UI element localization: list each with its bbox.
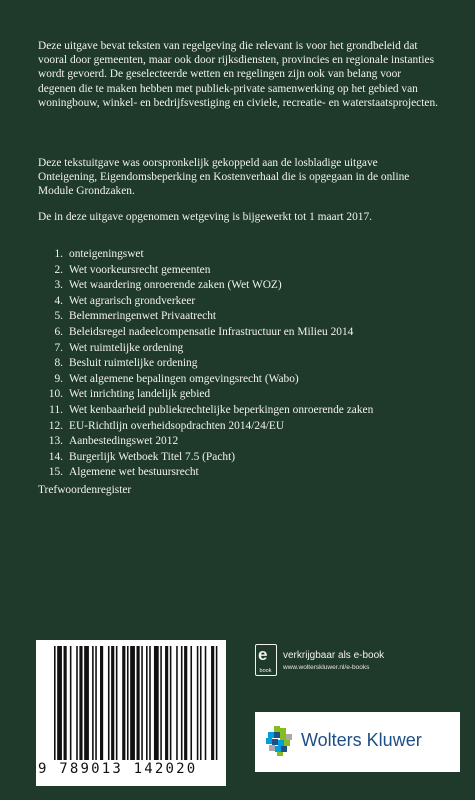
contents-item [38, 387, 458, 403]
logo-square-3 [268, 732, 274, 738]
barcode-bar [170, 646, 172, 760]
contents-item [38, 325, 458, 341]
contents-item-title: Wet inrichting landelijk gebied [69, 388, 211, 401]
contents-item-number: 3. [54, 279, 63, 292]
barcode-bar [181, 646, 183, 760]
contents-item-title: Wet waardering onroerende zaken (Wet WOZ) [69, 279, 282, 292]
index-register: Trefwoordenregister [38, 484, 132, 496]
contents-item-title: Algemene wet bestuursrecht [69, 466, 199, 479]
logo-square-11 [269, 745, 275, 751]
contents-item-number: 13. [48, 435, 63, 448]
barcode-bar [160, 646, 162, 760]
contents-item [38, 403, 458, 419]
logo-square-12 [275, 746, 281, 752]
barcode-bar [116, 646, 118, 760]
contents-item [38, 372, 458, 388]
contents-item [38, 294, 458, 310]
barcode-bar [184, 646, 187, 760]
contents-item-title: Wet ruimtelijke ordening [69, 341, 184, 354]
contents-item-number: 7. [54, 341, 63, 354]
intro-text-3: De in deze uitgave opgenomen wetgeving is bijgewerkt tot 1 maart 2017. [38, 211, 373, 223]
intro-paragraph-1 [38, 39, 438, 110]
barcode-bar [64, 646, 67, 760]
contents-item [38, 450, 458, 466]
contents-item-title: Belemmeringenwet Privaatrecht [69, 310, 217, 323]
contents-item-title: Wet kenbaarheid publiekrechtelijke beperkingen onroerende zaken [69, 403, 374, 416]
barcode-bar [190, 646, 192, 760]
barcode-bar [176, 646, 178, 760]
logo-square-8 [272, 739, 278, 745]
intro-paragraph-2 [38, 156, 438, 199]
barcode-bar [84, 646, 89, 760]
barcode-bar [211, 646, 214, 760]
logo-square-1 [274, 726, 280, 732]
contents-item [38, 278, 458, 294]
barcode-bar [146, 646, 148, 760]
barcode-bar [149, 646, 151, 760]
contents-item [38, 247, 458, 263]
intro-paragraph-3 [38, 210, 438, 224]
contents-item-number: 11. [49, 403, 63, 416]
logo-square-10 [284, 740, 290, 746]
barcode-bar [54, 646, 56, 760]
barcode-bar [108, 646, 110, 760]
logo-square-2 [280, 728, 286, 734]
contents-item-title: Burgerlijk Wetboek Titel 7.5 (Pacht) [69, 450, 236, 463]
contents-item-number: 14. [48, 450, 63, 463]
wolters-kluwer-logo-icon [265, 726, 295, 756]
barcode-bar [95, 646, 97, 760]
barcode-bar [154, 646, 159, 760]
publisher-name: Wolters Kluwer [301, 730, 422, 750]
ebook-icon-letter: e [258, 645, 268, 664]
contents-item-title: Beleidsregel nadeelcompensatie Infrastructuur en Milieu 2014 [69, 325, 354, 338]
contents-item-title: onteigeningswet [69, 248, 144, 260]
barcode-icon [54, 646, 219, 760]
contents-item-number: 9. [54, 372, 63, 385]
contents-item-number: 10. [48, 388, 63, 401]
contents-item [38, 309, 458, 325]
barcode-bar [216, 646, 218, 760]
contents-item [38, 419, 458, 435]
barcode [36, 640, 226, 786]
contents-item-number: 5. [54, 310, 63, 323]
contents-item [38, 434, 458, 450]
contents-item [38, 263, 458, 279]
ebook-icon-label: book [259, 668, 272, 674]
barcode-bar [100, 646, 103, 760]
barcode-bar [197, 646, 199, 760]
intro-text-2: Deze tekstuitgave was oorspronkelijk gekoppeld aan de losbladige uitgave Onteigening, Eigendomsbeperking en Kostenverhaal die is opgegaan in de online Module Grondzaken. [38, 157, 410, 198]
barcode-bar [200, 646, 202, 760]
logo-square-4 [274, 732, 280, 738]
barcode-bar [79, 646, 82, 760]
intro-text-1: Deze uitgave bevat teksten van regelgeving die relevant is voor het grondbeleid dat vooral door gemeenten, maar ook door rijksdiensten, provincies en regionale instanties wordt gevoerd. De geselecteerde wetten en regelingen zijn ook van belang voor degenen die te maken hebben met publiek-private samenwerking op het gebied van woningbouw, winkel- en bedrijfsvestiging en civiele, recreatie- en waterstaatsprojecten. [38, 40, 438, 109]
ebook-url: www.wolterskluwer.nl/e-books [283, 664, 370, 671]
logo-square-5 [280, 734, 286, 740]
publisher-logo [255, 712, 460, 772]
logo-square-6 [286, 734, 292, 740]
contents-item-number: 4. [54, 294, 63, 307]
logo-square-13 [281, 746, 287, 752]
logo-square-14 [277, 752, 283, 756]
contents-list [38, 247, 458, 481]
barcode-bar [111, 646, 114, 760]
contents-item-title: Wet voorkeursrecht gemeenten [69, 263, 211, 276]
contents-item-title: Aanbestedingswet 2012 [69, 435, 179, 448]
barcode-bar [130, 646, 135, 760]
contents-item-title: EU-Richtlijn overheidsopdrachten 2014/24/EU [69, 419, 285, 432]
contents-item-title: Wet algemene bepalingen omgevingsrecht (Wabo) [69, 372, 299, 385]
contents-item-number: 6. [54, 325, 63, 338]
logo-square-9 [278, 740, 284, 746]
contents-item-number: 12. [48, 419, 63, 432]
ebook-title: verkrijgbaar als e-book [283, 650, 385, 661]
contents-item-number: 8. [54, 357, 63, 370]
contents-item-title: Besluit ruimtelijke ordening [69, 357, 198, 370]
barcode-bar [165, 646, 168, 760]
contents-item [38, 356, 458, 372]
contents-item-number: 2. [54, 263, 63, 276]
contents-item-number: 1. [54, 248, 63, 260]
contents-item [38, 465, 458, 481]
barcode-bar [92, 646, 94, 760]
barcode-bar [76, 646, 78, 760]
contents-item-title: Wet agrarisch grondverkeer [69, 294, 196, 307]
barcode-bar [70, 646, 72, 760]
barcode-bar [137, 646, 140, 760]
barcode-bar [127, 646, 129, 760]
isbn-digits: 9 789013 142020 [38, 761, 198, 777]
ebook-icon [255, 644, 277, 676]
logo-square-7 [266, 738, 272, 744]
contents-item-number: 15. [48, 466, 63, 479]
barcode-bar [57, 646, 62, 760]
ebook-badge [255, 644, 455, 678]
barcode-bar [205, 646, 207, 760]
contents-item [38, 341, 458, 357]
barcode-bar [122, 646, 125, 760]
barcode-bar [141, 646, 143, 760]
